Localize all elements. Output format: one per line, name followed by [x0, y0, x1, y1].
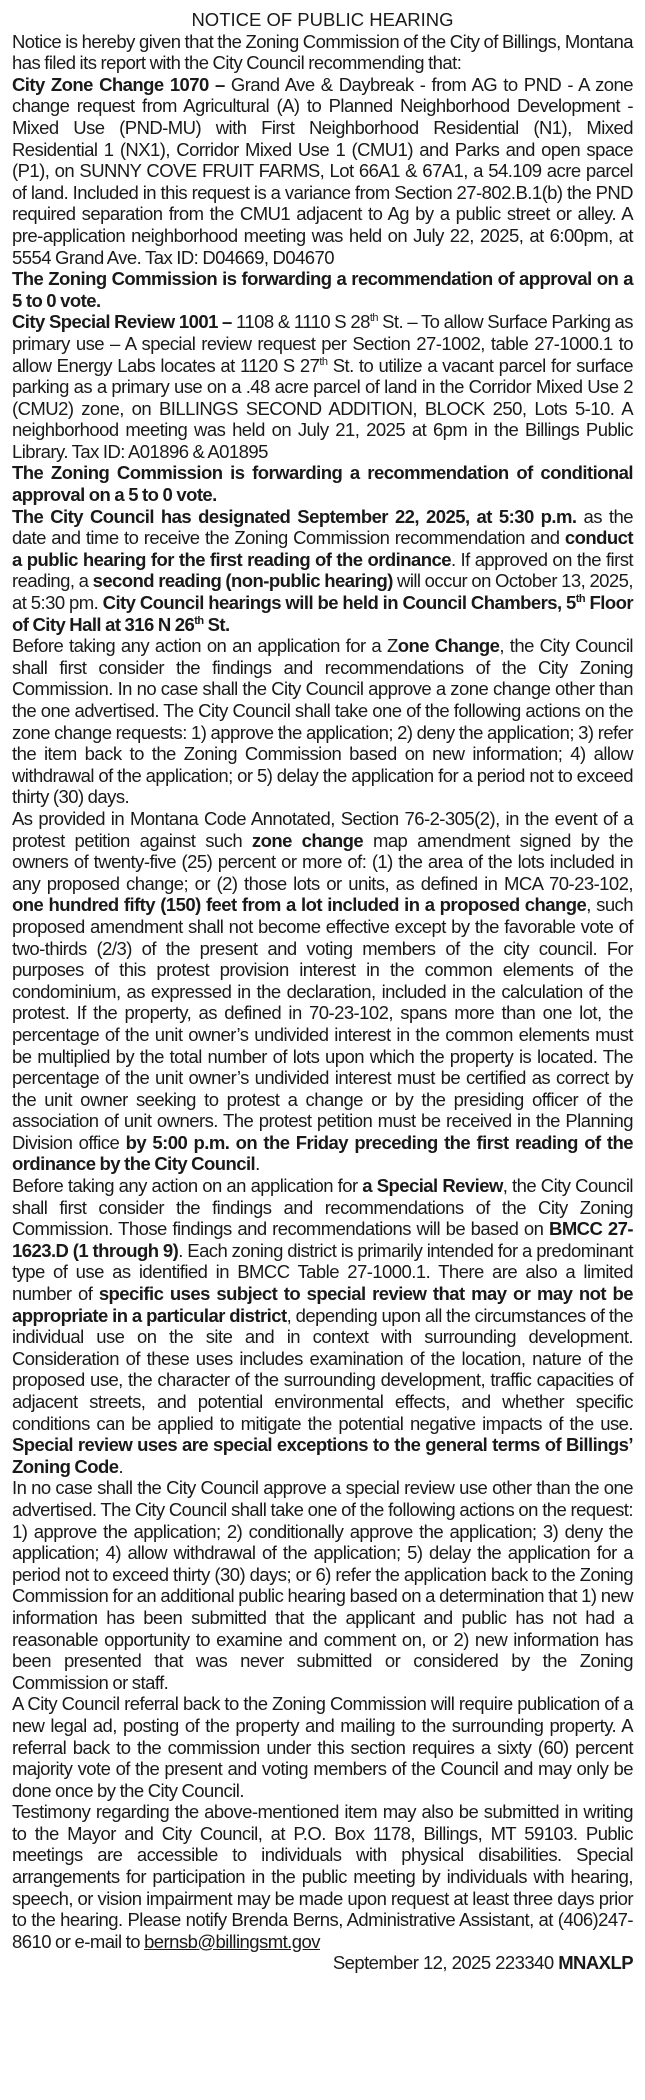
text-run: as the date and time to receive the Zoning Commission recommendation and: [12, 505, 633, 549]
notice-paragraph: [12, 1477, 633, 1693]
bold-text-run: Floor of City Hall at 316 N 26: [12, 592, 633, 635]
notice-paragraph: [12, 506, 633, 636]
notice-paragraph: [12, 635, 633, 808]
bold-text-run: th: [194, 614, 204, 627]
text-run: .: [255, 1153, 260, 1175]
bold-text-run: a Special Review: [362, 1175, 503, 1197]
notice-paragraph: [12, 31, 633, 74]
text-run: Grand Ave & Daybreak - from AG to PND - A zone change request from Agricultural (A) to Planned Neighborhood Development - Mixed Use (PND-MU) with First Neighborhood Residential (N1), Mixed Residential 1 (NX1), Corridor Mixed Use 1 (CMU1) and Parks and open space (P1), on SUNNY COVE FRUIT FARMS, Lot 66A1 & 67A1, a 54.109 acre parcel of land. Included in this request is a variance from Section 27-802.B.1(b) the PND required separation from the CMU1 adjacent to Ag by a public street or alley. A pre-application neighborhood meeting was held on July 22, 2025, at 6:00pm, at 5554 Grand Ave. Tax ID: D04669, D04670: [12, 73, 633, 268]
bold-text-run: by 5:00 p.m. on the Friday preceding the first reading of the ordinance by the City Council: [12, 1131, 633, 1175]
bold-text-run: The City Council has designated September 22, 2025, at 5:30 p.m.: [12, 505, 577, 527]
bold-text-run: City Zone Change 1070 –: [12, 73, 225, 95]
text-run: , the City Council shall first consider the findings and recommendations of the City Zoning Commission. In no case shall the City Council approve a zone change other than the one advertised. The City Council shall take one of the following actions on the zone change requests: 1) approve the application; 2) deny the application; 3) refer the item back to the Zoning Commission based on new information; 4) allow withdrawal of the application; or 5) delay the application for a period not to exceed thirty (30) days.: [12, 635, 633, 808]
bold-text-run: zone change: [251, 829, 364, 851]
bold-text-run: City Special Review 1001 –: [12, 311, 232, 333]
text-run: , the City Council shall first consider the findings and recommendations of the City Zoning Commission. Those findings and recommendations will be based on: [12, 1175, 633, 1240]
text-run: , such proposed amendment shall not become effective except by the favorable vote of two-thirds (2/3) of the present and voting members of the city council. For purposes of this protest provision interest in the common elements of the condominium, as expressed in the declaration, included in the calculation of the protest. If the property, as defined in 70-23-102, spans more than one lot, the percentage of the unit owner’s undivided interest in the common elements must be multiplied by the total number of lots upon which the property is located. The percentage of the unit owner’s undivided interest must be certified as correct by the unit owner seeking to protest a change or by the presiding officer of the association of unit owners. The protest petition must be received in the Planning Division office: [12, 894, 633, 1153]
bold-text-run: conduct a public hearing for the first reading of the ordinance: [12, 527, 633, 570]
footer-code: MNAXLP: [558, 1952, 633, 1974]
text-run: . If approved on the first reading, a: [12, 548, 633, 592]
text-run: In no case shall the City Council approve a special review use other than the one advertised. The City Council shall take one of the following actions on the request: 1) approve the application; 2) conditionally approve the application; 3) deny the application; 4) allow withdrawal of the application; 5) delay the application for a period not to exceed thirty (30) days; or 6) refer the application back to the Zoning Commission for an additional public hearing based on a determination that 1) new information has been submitted that the applicant and public has not had a reasonable opportunity to examine and comment on, or 2) new information has been presented that was never submitted or considered by the Zoning Commission or staff.: [12, 1477, 633, 1693]
bold-text-run: BMCC 27-1623.D (1 through 9): [12, 1218, 633, 1261]
text-run: .: [118, 1455, 124, 1477]
text-run: . Each zoning district is primarily intended for a predominant type of use as identified in BMCC Table 27-1000.1. There are also a limited number of: [12, 1239, 633, 1305]
bold-text-run: second reading (non-public hearing): [92, 570, 393, 592]
text-run: th: [319, 355, 328, 368]
notice-paragraph: [12, 311, 633, 462]
email-link[interactable]: bernsb@billingsmt.gov: [144, 1930, 320, 1952]
bold-text-run: City Council hearings will be held in Council Chambers, 5: [102, 592, 576, 614]
bold-text-run: specific uses subject to special review that may or may not be appropriate in a particular district: [12, 1283, 633, 1326]
text-run: Notice is hereby given that the Zoning Commission of the City of Billings, Montana has filed its report with the City Council recommending that:: [12, 30, 633, 74]
text-run: 1108 & 1110 S 28: [231, 311, 370, 333]
notice-paragraph: [12, 1801, 633, 1952]
notice-paragraph: [12, 1693, 633, 1801]
footer-date-ad: September 12, 2025 223340: [332, 1952, 559, 1974]
notice-paragraph: [12, 462, 633, 505]
bold-text-run: one Change: [397, 635, 500, 657]
text-run: A City Council referral back to the Zoning Commission will require publication of a new legal ad, posting of the property and mailing to the surrounding property. A referral back to the commission under this section requires a sixty (60) percent majority vote of the present and voting members of the Council and may only be done once by the City Council.: [12, 1693, 633, 1801]
notice-body: [12, 31, 633, 1953]
text-run: map amendment signed by the owners of twenty-five (25) percent or more of: (1) the area of the lots included in any proposed change; or (2) those lots or units, as defined in MCA 70-23-102,: [12, 829, 634, 894]
bold-text-run: one hundred fifty (150) feet from a lot included in a proposed change: [12, 894, 587, 916]
text-run: , depending upon all the circumstances of the individual use on the site and in context with surrounding development. Consideration of these uses includes examination of the location, nature of the proposed use, the character of the surrounding development, traffic capacities of adjacent streets, and potential environmental effects, and whether specific conditions can be applied to mitigate the potential negative impacts of the use.: [12, 1304, 633, 1434]
notice-paragraph: [12, 1175, 633, 1477]
notice-footer: [12, 1952, 633, 1974]
notice-paragraph: [12, 74, 633, 268]
text-run: will occur on October 13, 2025, at 5:30 pm.: [12, 570, 633, 614]
text-run: As provided in Montana Code Annotated, Section 76-2-305(2), in the event of a protest petition against such: [12, 807, 633, 851]
text-run: th: [369, 312, 378, 325]
text-run: Before taking any action on an application for a Z: [12, 635, 398, 657]
notice-paragraph: [12, 268, 633, 311]
text-run: Testimony regarding the above-mentioned item may also be submitted in writing to the Mayor and City Council, at P.O. Box 1178, Billings, MT 59103. Public meetings are accessible to individuals with physical disabilities. Special arrangements for participation in the public meeting by individuals with hearing, speech, or vision impairment may be made upon request at least three days prior to the hearing. Please notify Brenda Berns, Administrative Assistant, at (406)247-8610 or e-mail to: [12, 1801, 633, 1952]
bold-text-run: The Zoning Commission is forwarding a recommendation of approval on a 5 to 0 vote.: [12, 268, 633, 311]
text-run: Before taking any action on an application for: [12, 1175, 363, 1197]
bold-text-run: St.: [203, 613, 230, 635]
bold-text-run: th: [575, 592, 586, 605]
text-run: St. – To allow Surface Parking as primary use – A special review request per Section 27-1002, table 27-1000.1 to allow Energy Labs locates at 1120 S 27: [12, 311, 633, 376]
bold-text-run: The Zoning Commission is forwarding a recommendation of conditional approval on a 5 to 0 vote.: [12, 462, 633, 506]
bold-text-run: Special review uses are special exceptions to the general terms of Billings’ Zoning Code: [12, 1434, 633, 1477]
text-run: St. to utilize a vacant parcel for surface parking as a primary use on a .48 acre parcel of land in the Corridor Mixed Use 2 (CMU2) zone, on BILLINGS SECOND ADDITION, BLOCK 250, Lots 5-10. A neighborhood meeting was held on July 21, 2025 at 6pm in the Billings Public Library. Tax ID: A01896 & A01895: [12, 354, 633, 462]
notice-paragraph: [12, 808, 633, 1175]
notice-title: NOTICE OF PUBLIC HEARING: [191, 9, 454, 30]
